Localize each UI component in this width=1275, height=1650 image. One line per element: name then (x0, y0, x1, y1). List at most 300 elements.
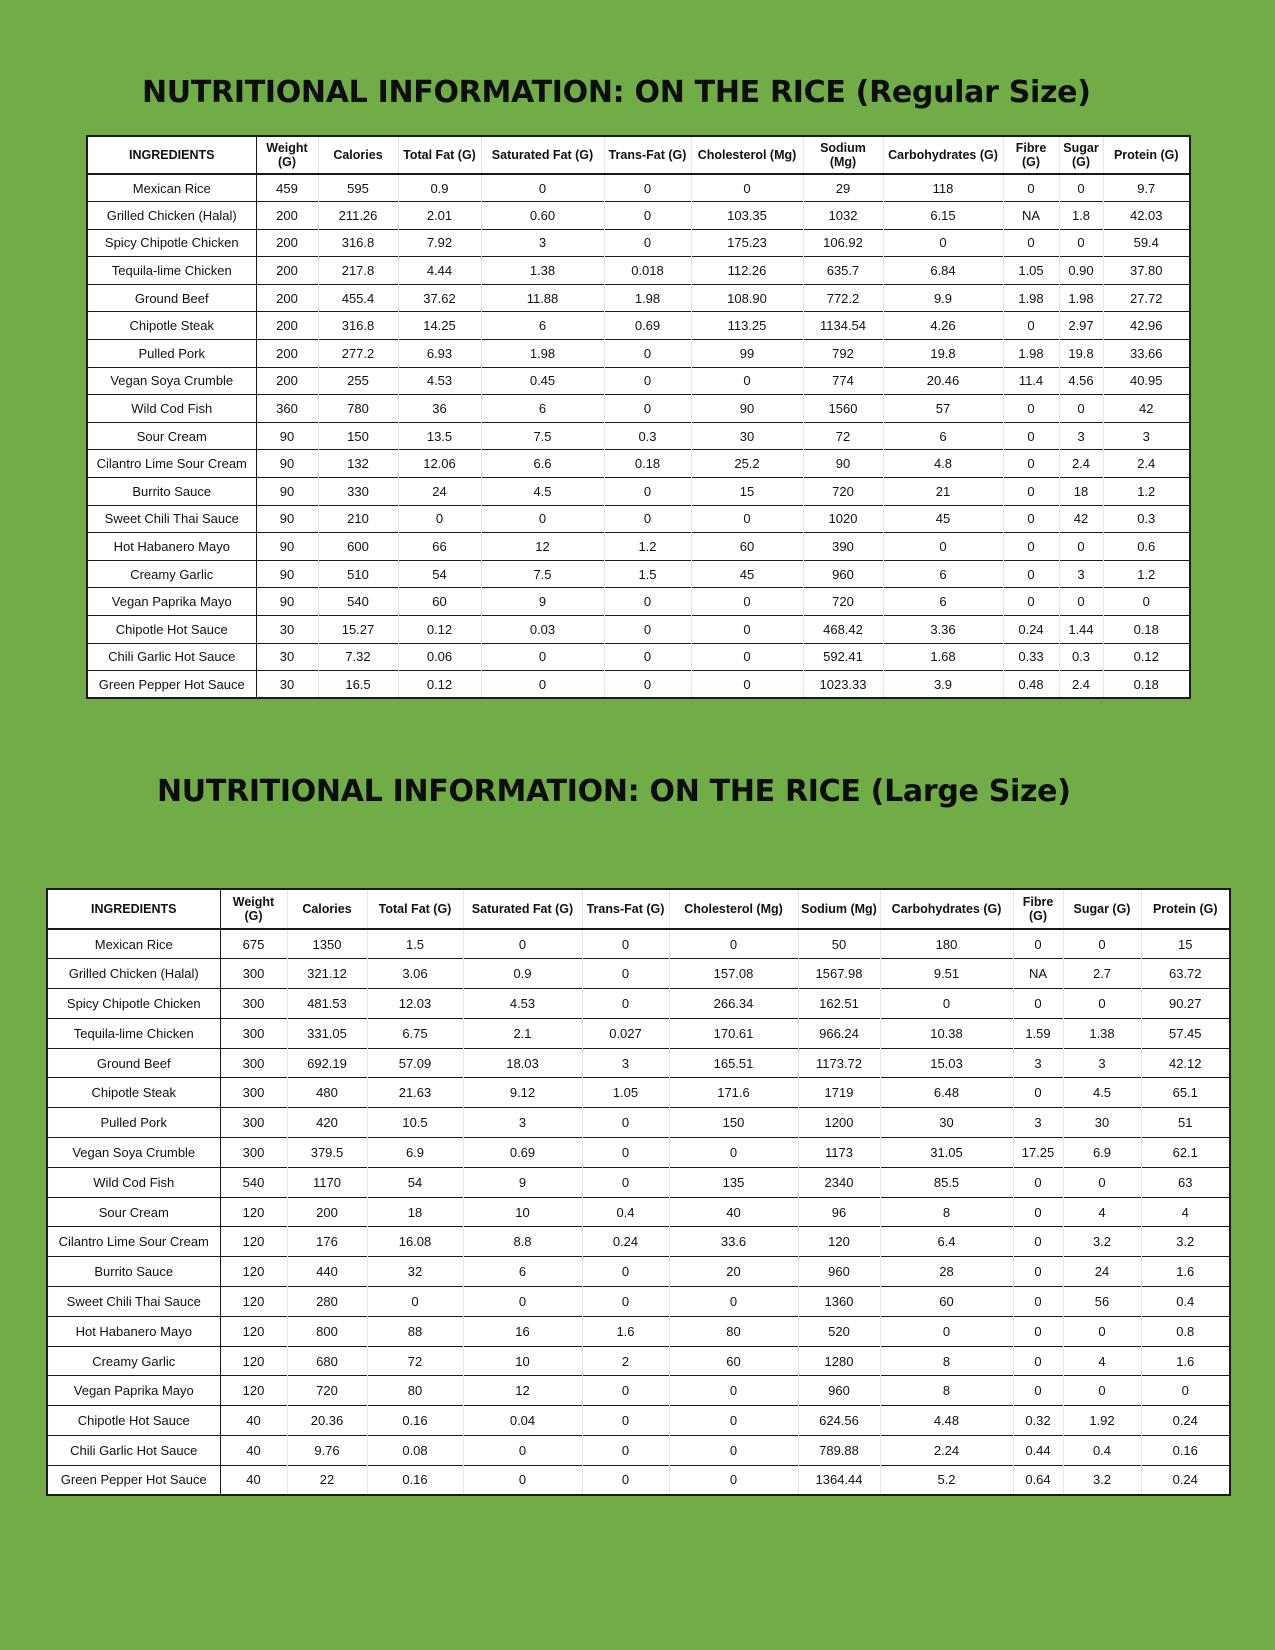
value-cell-sodium-mg: 72 (803, 422, 883, 450)
column-header-sodium-mg: Sodium (Mg) (798, 889, 880, 929)
value-cell-sodium-mg: 1173 (798, 1138, 880, 1168)
value-cell-weight-g: 200 (256, 284, 318, 312)
value-cell-cholesterol-mg: 80 (669, 1316, 798, 1346)
value-cell-carbohydrates-g: 1.68 (883, 643, 1003, 671)
value-cell-weight-g: 120 (220, 1346, 287, 1376)
value-cell-weight-g: 90 (256, 560, 318, 588)
ingredient-name-cell: Chipotle Hot Sauce (87, 616, 256, 644)
value-cell-protein-g: 1.6 (1141, 1257, 1230, 1287)
ingredient-name-cell: Chipotle Hot Sauce (47, 1406, 220, 1436)
value-cell-fibre-g: 0 (1013, 1227, 1063, 1257)
value-cell-calories: 680 (287, 1346, 367, 1376)
value-cell-calories: 15.27 (318, 616, 398, 644)
table-row (47, 1197, 1230, 1227)
value-cell-protein-g: 1.2 (1103, 478, 1190, 506)
value-cell-saturated-fat-g: 0 (463, 929, 582, 959)
value-cell-trans-fat-g: 0 (604, 229, 691, 257)
value-cell-cholesterol-mg: 0 (669, 1406, 798, 1436)
value-cell-cholesterol-mg: 0 (669, 1376, 798, 1406)
value-cell-saturated-fat-g: 6 (481, 312, 604, 340)
value-cell-calories: 20.36 (287, 1406, 367, 1436)
value-cell-carbohydrates-g: 9.51 (880, 959, 1013, 989)
value-cell-fibre-g: 0 (1013, 1257, 1063, 1287)
table-row (47, 989, 1230, 1019)
value-cell-trans-fat-g: 1.6 (582, 1316, 669, 1346)
value-cell-weight-g: 90 (256, 533, 318, 561)
value-cell-carbohydrates-g: 0 (883, 533, 1003, 561)
value-cell-trans-fat-g: 0 (604, 505, 691, 533)
value-cell-protein-g: 90.27 (1141, 989, 1230, 1019)
value-cell-weight-g: 200 (256, 229, 318, 257)
value-cell-trans-fat-g: 0 (604, 202, 691, 230)
value-cell-calories: 595 (318, 174, 398, 202)
value-cell-carbohydrates-g: 4.8 (883, 450, 1003, 478)
value-cell-sodium-mg: 390 (803, 533, 883, 561)
value-cell-carbohydrates-g: 8 (880, 1346, 1013, 1376)
ingredient-name-cell: Chipotle Steak (47, 1078, 220, 1108)
value-cell-trans-fat-g: 0 (604, 671, 691, 699)
value-cell-total-fat-g: 2.01 (398, 202, 481, 230)
table-header-row (47, 889, 1230, 929)
value-cell-sugar-g: 4.56 (1059, 367, 1103, 395)
ingredient-name-cell: Pulled Pork (47, 1108, 220, 1138)
value-cell-protein-g: 40.95 (1103, 367, 1190, 395)
value-cell-protein-g: 1.2 (1103, 560, 1190, 588)
value-cell-calories: 780 (318, 395, 398, 423)
value-cell-carbohydrates-g: 8 (880, 1197, 1013, 1227)
value-cell-trans-fat-g: 0 (582, 929, 669, 959)
value-cell-carbohydrates-g: 9.9 (883, 284, 1003, 312)
value-cell-total-fat-g: 3.06 (367, 959, 463, 989)
table-row (87, 422, 1190, 450)
value-cell-carbohydrates-g: 19.8 (883, 340, 1003, 368)
value-cell-protein-g: 3 (1103, 422, 1190, 450)
value-cell-protein-g: 0.24 (1141, 1406, 1230, 1436)
value-cell-protein-g: 15 (1141, 929, 1230, 959)
value-cell-sodium-mg: 966.24 (798, 1018, 880, 1048)
value-cell-weight-g: 90 (256, 505, 318, 533)
value-cell-sugar-g: 0 (1063, 929, 1141, 959)
value-cell-sugar-g: 4 (1063, 1346, 1141, 1376)
value-cell-fibre-g: 0.24 (1003, 616, 1059, 644)
value-cell-saturated-fat-g: 12 (481, 533, 604, 561)
value-cell-total-fat-g: 32 (367, 1257, 463, 1287)
ingredient-name-cell: Spicy Chipotle Chicken (87, 229, 256, 257)
value-cell-fibre-g: 3 (1013, 1048, 1063, 1078)
value-cell-carbohydrates-g: 6.84 (883, 257, 1003, 285)
value-cell-saturated-fat-g: 0 (481, 643, 604, 671)
ingredient-name-cell: Wild Cod Fish (87, 395, 256, 423)
table-row (87, 478, 1190, 506)
value-cell-trans-fat-g: 0 (604, 340, 691, 368)
value-cell-weight-g: 120 (220, 1257, 287, 1287)
value-cell-cholesterol-mg: 0 (691, 174, 803, 202)
value-cell-trans-fat-g: 0 (582, 1376, 669, 1406)
value-cell-sugar-g: 0 (1059, 395, 1103, 423)
value-cell-sodium-mg: 624.56 (798, 1406, 880, 1436)
value-cell-fibre-g: 0.44 (1013, 1436, 1063, 1466)
value-cell-cholesterol-mg: 0 (691, 588, 803, 616)
ingredient-name-cell: Green Pepper Hot Sauce (87, 671, 256, 699)
table-row (47, 1108, 1230, 1138)
value-cell-trans-fat-g: 2 (582, 1346, 669, 1376)
value-cell-weight-g: 40 (220, 1465, 287, 1495)
value-cell-calories: 440 (287, 1257, 367, 1287)
value-cell-sodium-mg: 1032 (803, 202, 883, 230)
value-cell-sugar-g: 2.4 (1059, 450, 1103, 478)
value-cell-carbohydrates-g: 6.48 (880, 1078, 1013, 1108)
value-cell-protein-g: 1.6 (1141, 1346, 1230, 1376)
column-header-sugar-g: Sugar (G) (1059, 136, 1103, 174)
value-cell-calories: 331.05 (287, 1018, 367, 1048)
value-cell-calories: 720 (287, 1376, 367, 1406)
value-cell-fibre-g: 0 (1013, 1346, 1063, 1376)
value-cell-cholesterol-mg: 0 (669, 1465, 798, 1495)
value-cell-calories: 200 (287, 1197, 367, 1227)
ingredient-name-cell: Sour Cream (87, 422, 256, 450)
value-cell-cholesterol-mg: 108.90 (691, 284, 803, 312)
column-header-calories: Calories (318, 136, 398, 174)
value-cell-protein-g: 9.7 (1103, 174, 1190, 202)
table-row (87, 284, 1190, 312)
value-cell-total-fat-g: 80 (367, 1376, 463, 1406)
value-cell-saturated-fat-g: 0.60 (481, 202, 604, 230)
value-cell-sugar-g: 0.3 (1059, 643, 1103, 671)
value-cell-cholesterol-mg: 0 (691, 671, 803, 699)
value-cell-calories: 217.8 (318, 257, 398, 285)
value-cell-weight-g: 300 (220, 989, 287, 1019)
value-cell-total-fat-g: 57.09 (367, 1048, 463, 1078)
table-row (87, 340, 1190, 368)
value-cell-carbohydrates-g: 45 (883, 505, 1003, 533)
column-header-fibre-g: Fibre (G) (1013, 889, 1063, 929)
value-cell-saturated-fat-g: 0 (481, 505, 604, 533)
value-cell-sodium-mg: 1020 (803, 505, 883, 533)
value-cell-calories: 16.5 (318, 671, 398, 699)
value-cell-total-fat-g: 16.08 (367, 1227, 463, 1257)
value-cell-saturated-fat-g: 6 (481, 395, 604, 423)
value-cell-sodium-mg: 90 (803, 450, 883, 478)
ingredient-name-cell: Hot Habanero Mayo (47, 1316, 220, 1346)
value-cell-weight-g: 30 (256, 671, 318, 699)
value-cell-cholesterol-mg: 30 (691, 422, 803, 450)
ingredient-name-cell: Green Pepper Hot Sauce (47, 1465, 220, 1495)
value-cell-carbohydrates-g: 4.26 (883, 312, 1003, 340)
value-cell-sodium-mg: 1023.33 (803, 671, 883, 699)
value-cell-weight-g: 40 (220, 1436, 287, 1466)
value-cell-sugar-g: 2.4 (1059, 671, 1103, 699)
column-header-saturated-fat-g: Saturated Fat (G) (463, 889, 582, 929)
value-cell-trans-fat-g: 1.98 (604, 284, 691, 312)
large-size-title: NUTRITIONAL INFORMATION: ON THE RICE (Large Size) (157, 774, 1071, 809)
value-cell-protein-g: 4 (1141, 1197, 1230, 1227)
value-cell-calories: 255 (318, 367, 398, 395)
value-cell-trans-fat-g: 0 (604, 395, 691, 423)
value-cell-total-fat-g: 12.03 (367, 989, 463, 1019)
value-cell-total-fat-g: 18 (367, 1197, 463, 1227)
value-cell-trans-fat-g: 0.027 (582, 1018, 669, 1048)
ingredient-name-cell: Vegan Soya Crumble (47, 1138, 220, 1168)
value-cell-fibre-g: 0.32 (1013, 1406, 1063, 1436)
value-cell-trans-fat-g: 0 (604, 616, 691, 644)
table-row (47, 1018, 1230, 1048)
value-cell-trans-fat-g: 0 (604, 174, 691, 202)
value-cell-cholesterol-mg: 150 (669, 1108, 798, 1138)
ingredient-name-cell: Cilantro Lime Sour Cream (87, 450, 256, 478)
value-cell-carbohydrates-g: 118 (883, 174, 1003, 202)
value-cell-sodium-mg: 772.2 (803, 284, 883, 312)
ingredient-name-cell: Vegan Soya Crumble (87, 367, 256, 395)
ingredient-name-cell: Chili Garlic Hot Sauce (87, 643, 256, 671)
value-cell-saturated-fat-g: 16 (463, 1316, 582, 1346)
value-cell-protein-g: 42.96 (1103, 312, 1190, 340)
value-cell-trans-fat-g: 0.69 (604, 312, 691, 340)
value-cell-fibre-g: 17.25 (1013, 1138, 1063, 1168)
value-cell-protein-g: 3.2 (1141, 1227, 1230, 1257)
column-header-weight-g: Weight (G) (256, 136, 318, 174)
value-cell-trans-fat-g: 0 (582, 1108, 669, 1138)
value-cell-cholesterol-mg: 103.35 (691, 202, 803, 230)
value-cell-trans-fat-g: 0 (582, 1406, 669, 1436)
value-cell-weight-g: 120 (220, 1197, 287, 1227)
value-cell-sugar-g: 2.97 (1059, 312, 1103, 340)
value-cell-calories: 1350 (287, 929, 367, 959)
value-cell-saturated-fat-g: 0.03 (481, 616, 604, 644)
value-cell-carbohydrates-g: 85.5 (880, 1167, 1013, 1197)
value-cell-total-fat-g: 14.25 (398, 312, 481, 340)
ingredient-name-cell: Burrito Sauce (47, 1257, 220, 1287)
ingredient-name-cell: Wild Cod Fish (47, 1167, 220, 1197)
value-cell-sodium-mg: 1280 (798, 1346, 880, 1376)
value-cell-sodium-mg: 960 (803, 560, 883, 588)
value-cell-sugar-g: 19.8 (1059, 340, 1103, 368)
value-cell-total-fat-g: 88 (367, 1316, 463, 1346)
value-cell-sugar-g: 6.9 (1063, 1138, 1141, 1168)
value-cell-trans-fat-g: 0.24 (582, 1227, 669, 1257)
column-header-calories: Calories (287, 889, 367, 929)
value-cell-calories: 480 (287, 1078, 367, 1108)
value-cell-sodium-mg: 792 (803, 340, 883, 368)
value-cell-fibre-g: 0 (1013, 929, 1063, 959)
value-cell-fibre-g: 1.59 (1013, 1018, 1063, 1048)
ingredient-name-cell: Sour Cream (47, 1197, 220, 1227)
value-cell-fibre-g: 0 (1003, 312, 1059, 340)
value-cell-cholesterol-mg: 113.25 (691, 312, 803, 340)
value-cell-saturated-fat-g: 1.38 (481, 257, 604, 285)
table-row (47, 1406, 1230, 1436)
value-cell-saturated-fat-g: 7.5 (481, 560, 604, 588)
value-cell-carbohydrates-g: 6 (883, 560, 1003, 588)
value-cell-saturated-fat-g: 1.98 (481, 340, 604, 368)
table-row (87, 229, 1190, 257)
value-cell-fibre-g: 3 (1013, 1108, 1063, 1138)
value-cell-saturated-fat-g: 2.1 (463, 1018, 582, 1048)
table-row (47, 1287, 1230, 1317)
value-cell-cholesterol-mg: 170.61 (669, 1018, 798, 1048)
value-cell-carbohydrates-g: 0 (880, 1316, 1013, 1346)
table-row (47, 1257, 1230, 1287)
value-cell-total-fat-g: 10.5 (367, 1108, 463, 1138)
value-cell-fibre-g: 0.64 (1013, 1465, 1063, 1495)
value-cell-saturated-fat-g: 0.04 (463, 1406, 582, 1436)
value-cell-sodium-mg: 720 (803, 478, 883, 506)
table-row (47, 959, 1230, 989)
column-header-trans-fat-g: Trans-Fat (G) (582, 889, 669, 929)
value-cell-cholesterol-mg: 0 (669, 929, 798, 959)
value-cell-calories: 481.53 (287, 989, 367, 1019)
value-cell-weight-g: 540 (220, 1167, 287, 1197)
value-cell-fibre-g: 0 (1003, 229, 1059, 257)
value-cell-sodium-mg: 50 (798, 929, 880, 959)
value-cell-cholesterol-mg: 60 (669, 1346, 798, 1376)
value-cell-protein-g: 42 (1103, 395, 1190, 423)
value-cell-sugar-g: 0 (1063, 989, 1141, 1019)
ingredient-name-cell: Grilled Chicken (Halal) (47, 959, 220, 989)
ingredient-name-cell: Grilled Chicken (Halal) (87, 202, 256, 230)
value-cell-weight-g: 300 (220, 1138, 287, 1168)
ingredient-name-cell: Chipotle Steak (87, 312, 256, 340)
value-cell-calories: 280 (287, 1287, 367, 1317)
value-cell-trans-fat-g: 0 (604, 588, 691, 616)
value-cell-protein-g: 59.4 (1103, 229, 1190, 257)
value-cell-fibre-g: 0 (1003, 174, 1059, 202)
table-header-row (87, 136, 1190, 174)
value-cell-carbohydrates-g: 6 (883, 422, 1003, 450)
value-cell-weight-g: 200 (256, 202, 318, 230)
value-cell-cholesterol-mg: 40 (669, 1197, 798, 1227)
value-cell-sodium-mg: 592.41 (803, 643, 883, 671)
value-cell-fibre-g: 0 (1013, 1167, 1063, 1197)
value-cell-fibre-g: 0 (1003, 505, 1059, 533)
value-cell-calories: 9.76 (287, 1436, 367, 1466)
value-cell-calories: 510 (318, 560, 398, 588)
value-cell-carbohydrates-g: 0 (883, 229, 1003, 257)
value-cell-fibre-g: 0.33 (1003, 643, 1059, 671)
value-cell-total-fat-g: 12.06 (398, 450, 481, 478)
value-cell-calories: 600 (318, 533, 398, 561)
table-row (47, 929, 1230, 959)
value-cell-trans-fat-g: 0.3 (604, 422, 691, 450)
ingredient-name-cell: Sweet Chili Thai Sauce (47, 1287, 220, 1317)
value-cell-weight-g: 360 (256, 395, 318, 423)
value-cell-trans-fat-g: 0 (582, 989, 669, 1019)
value-cell-trans-fat-g: 0 (582, 1436, 669, 1466)
value-cell-calories: 7.32 (318, 643, 398, 671)
table-row (87, 395, 1190, 423)
value-cell-saturated-fat-g: 4.5 (481, 478, 604, 506)
value-cell-total-fat-g: 6.93 (398, 340, 481, 368)
value-cell-trans-fat-g: 1.2 (604, 533, 691, 561)
value-cell-protein-g: 42.03 (1103, 202, 1190, 230)
value-cell-cholesterol-mg: 0 (691, 643, 803, 671)
value-cell-fibre-g: 1.05 (1003, 257, 1059, 285)
value-cell-cholesterol-mg: 0 (691, 616, 803, 644)
value-cell-protein-g: 0.18 (1103, 616, 1190, 644)
ingredient-name-cell: Tequila-lime Chicken (87, 257, 256, 285)
value-cell-total-fat-g: 66 (398, 533, 481, 561)
value-cell-weight-g: 300 (220, 1018, 287, 1048)
value-cell-fibre-g: 1.98 (1003, 284, 1059, 312)
value-cell-weight-g: 300 (220, 959, 287, 989)
value-cell-calories: 540 (318, 588, 398, 616)
column-header-cholesterol-mg: Cholesterol (Mg) (669, 889, 798, 929)
value-cell-sugar-g: 0 (1059, 533, 1103, 561)
value-cell-fibre-g: 0 (1013, 1376, 1063, 1406)
value-cell-cholesterol-mg: 20 (669, 1257, 798, 1287)
ingredient-name-cell: Cilantro Lime Sour Cream (47, 1227, 220, 1257)
value-cell-weight-g: 200 (256, 340, 318, 368)
value-cell-saturated-fat-g: 6 (463, 1257, 582, 1287)
value-cell-trans-fat-g: 0.4 (582, 1197, 669, 1227)
value-cell-sodium-mg: 96 (798, 1197, 880, 1227)
ingredient-name-cell: Chili Garlic Hot Sauce (47, 1436, 220, 1466)
value-cell-saturated-fat-g: 9 (463, 1167, 582, 1197)
value-cell-sodium-mg: 1560 (803, 395, 883, 423)
value-cell-calories: 211.26 (318, 202, 398, 230)
table-row (47, 1376, 1230, 1406)
table-row (87, 588, 1190, 616)
value-cell-saturated-fat-g: 0 (481, 174, 604, 202)
value-cell-trans-fat-g: 0 (604, 643, 691, 671)
value-cell-fibre-g: 0 (1003, 588, 1059, 616)
value-cell-fibre-g: 0 (1013, 1287, 1063, 1317)
value-cell-sodium-mg: 1719 (798, 1078, 880, 1108)
value-cell-total-fat-g: 7.92 (398, 229, 481, 257)
value-cell-sodium-mg: 1364.44 (798, 1465, 880, 1495)
value-cell-fibre-g: NA (1013, 959, 1063, 989)
column-header-ingredients: INGREDIENTS (47, 889, 220, 929)
value-cell-sugar-g: 4.5 (1063, 1078, 1141, 1108)
value-cell-cholesterol-mg: 25.2 (691, 450, 803, 478)
value-cell-cholesterol-mg: 33.6 (669, 1227, 798, 1257)
value-cell-sodium-mg: 520 (798, 1316, 880, 1346)
value-cell-sodium-mg: 635.7 (803, 257, 883, 285)
value-cell-weight-g: 90 (256, 422, 318, 450)
value-cell-cholesterol-mg: 0 (669, 1138, 798, 1168)
table-row (87, 643, 1190, 671)
value-cell-protein-g: 63.72 (1141, 959, 1230, 989)
value-cell-weight-g: 90 (256, 478, 318, 506)
value-cell-saturated-fat-g: 11.88 (481, 284, 604, 312)
value-cell-carbohydrates-g: 2.24 (880, 1436, 1013, 1466)
value-cell-sugar-g: 18 (1059, 478, 1103, 506)
value-cell-sodium-mg: 789.88 (798, 1436, 880, 1466)
value-cell-saturated-fat-g: 0 (463, 1287, 582, 1317)
value-cell-fibre-g: 0 (1003, 478, 1059, 506)
value-cell-carbohydrates-g: 10.38 (880, 1018, 1013, 1048)
table-row (87, 560, 1190, 588)
regular-size-nutrition-table (86, 135, 1191, 699)
value-cell-sodium-mg: 960 (798, 1376, 880, 1406)
value-cell-trans-fat-g: 0 (604, 478, 691, 506)
value-cell-carbohydrates-g: 5.2 (880, 1465, 1013, 1495)
value-cell-sugar-g: 3 (1059, 422, 1103, 450)
value-cell-trans-fat-g: 1.05 (582, 1078, 669, 1108)
value-cell-sodium-mg: 1567.98 (798, 959, 880, 989)
value-cell-saturated-fat-g: 3 (481, 229, 604, 257)
value-cell-protein-g: 42.12 (1141, 1048, 1230, 1078)
value-cell-sodium-mg: 468.42 (803, 616, 883, 644)
value-cell-sugar-g: 24 (1063, 1257, 1141, 1287)
value-cell-carbohydrates-g: 57 (883, 395, 1003, 423)
value-cell-carbohydrates-g: 8 (880, 1376, 1013, 1406)
value-cell-calories: 1170 (287, 1167, 367, 1197)
value-cell-total-fat-g: 37.62 (398, 284, 481, 312)
value-cell-total-fat-g: 0.16 (367, 1406, 463, 1436)
value-cell-saturated-fat-g: 0.69 (463, 1138, 582, 1168)
value-cell-cholesterol-mg: 0 (669, 1436, 798, 1466)
value-cell-calories: 22 (287, 1465, 367, 1495)
